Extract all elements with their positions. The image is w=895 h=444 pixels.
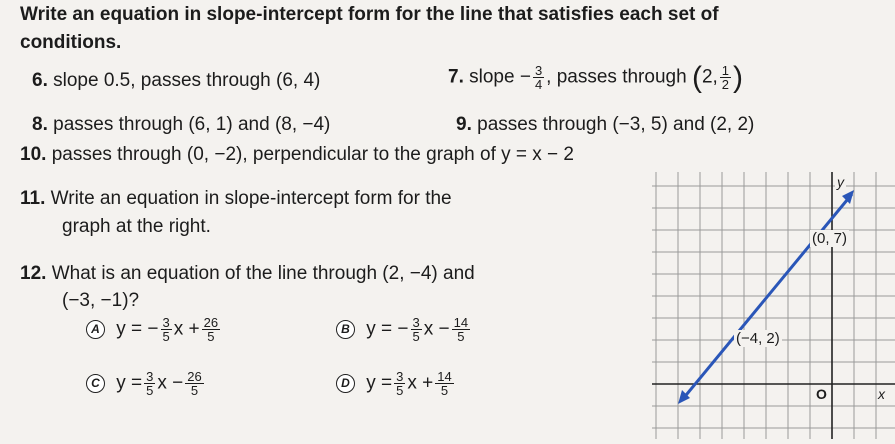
- graph-line: [682, 194, 852, 400]
- problem-text-line-1: What is an equation of the line through (2, −4) and: [51, 263, 475, 284]
- line-graph: [652, 172, 895, 439]
- point-label-neg4-2: (−4, 2): [736, 330, 780, 347]
- problem-number: 10.: [20, 144, 47, 165]
- problem-11-line-2: graph at the right.: [62, 216, 211, 237]
- y-axis-label: y: [837, 174, 844, 190]
- problem-7: 7. slope − $\frac{3}{4}$ , passes through (2, $\frac{1}{2}$ ): [448, 61, 744, 94]
- problem-number: 6.: [32, 70, 48, 91]
- choice-c[interactable]: C y = $\frac{3}{5}$ x − $\frac{26}{5}$: [86, 370, 206, 397]
- problem-text: slope 0.5, passes through (6, 4): [53, 70, 321, 91]
- problem-text: slope −: [469, 66, 531, 88]
- problem-6: [32, 70, 320, 92]
- point-fraction: $\frac{1}{2}$: [721, 63, 730, 92]
- problem-text: passes through (−3, 5) and (2, 2): [477, 114, 755, 135]
- problem-text: passes through (0, −2), perpendicular to the graph of y = x − 2: [51, 144, 574, 165]
- x-axis-label: x: [878, 386, 885, 402]
- grid-lines: [652, 172, 895, 439]
- problem-text-2: , passes through: [546, 66, 687, 88]
- origin-label: O: [816, 386, 827, 402]
- instructions-line-2: conditions.: [20, 32, 122, 53]
- graph-svg: [652, 172, 895, 439]
- problem-number: 11.: [20, 188, 46, 209]
- problem-number: 8.: [32, 114, 48, 135]
- point-x: 2,: [701, 66, 718, 88]
- problem-11: [20, 188, 452, 210]
- choice-b[interactable]: B y = − $\frac{3}{5}$ x − $\frac{14}{5}$: [336, 316, 472, 343]
- problem-8: [32, 114, 330, 136]
- choice-d[interactable]: D y = $\frac{3}{5}$ x + $\frac{14}{5}$: [336, 370, 456, 397]
- choice-a[interactable]: A y = − $\frac{3}{5}$ x + $\frac{26}{5}$: [86, 316, 222, 343]
- problem-12: [20, 263, 475, 285]
- problem-number: 12.: [20, 263, 47, 284]
- choice-letter-bubble: B: [336, 320, 355, 339]
- choice-letter-bubble: C: [86, 374, 105, 393]
- problem-12-line-2: (−3, −1)?: [62, 290, 140, 311]
- problem-10: [20, 144, 574, 166]
- point-label-0-7: (0, 7): [812, 230, 848, 247]
- problem-number: 7.: [448, 66, 464, 88]
- problem-text-line-1: Write an equation in slope-intercept form for the: [50, 188, 452, 209]
- problem-number: 9.: [456, 114, 472, 135]
- slope-fraction: $\frac{3}{4}$: [534, 63, 543, 92]
- problem-9: [456, 114, 754, 136]
- instructions-line-1: Write an equation in slope-intercept form for the line that satisfies each set of: [20, 4, 719, 25]
- choice-letter-bubble: D: [336, 374, 355, 393]
- problem-text: passes through (6, 1) and (8, −4): [53, 114, 331, 135]
- choice-letter-bubble: A: [86, 320, 105, 339]
